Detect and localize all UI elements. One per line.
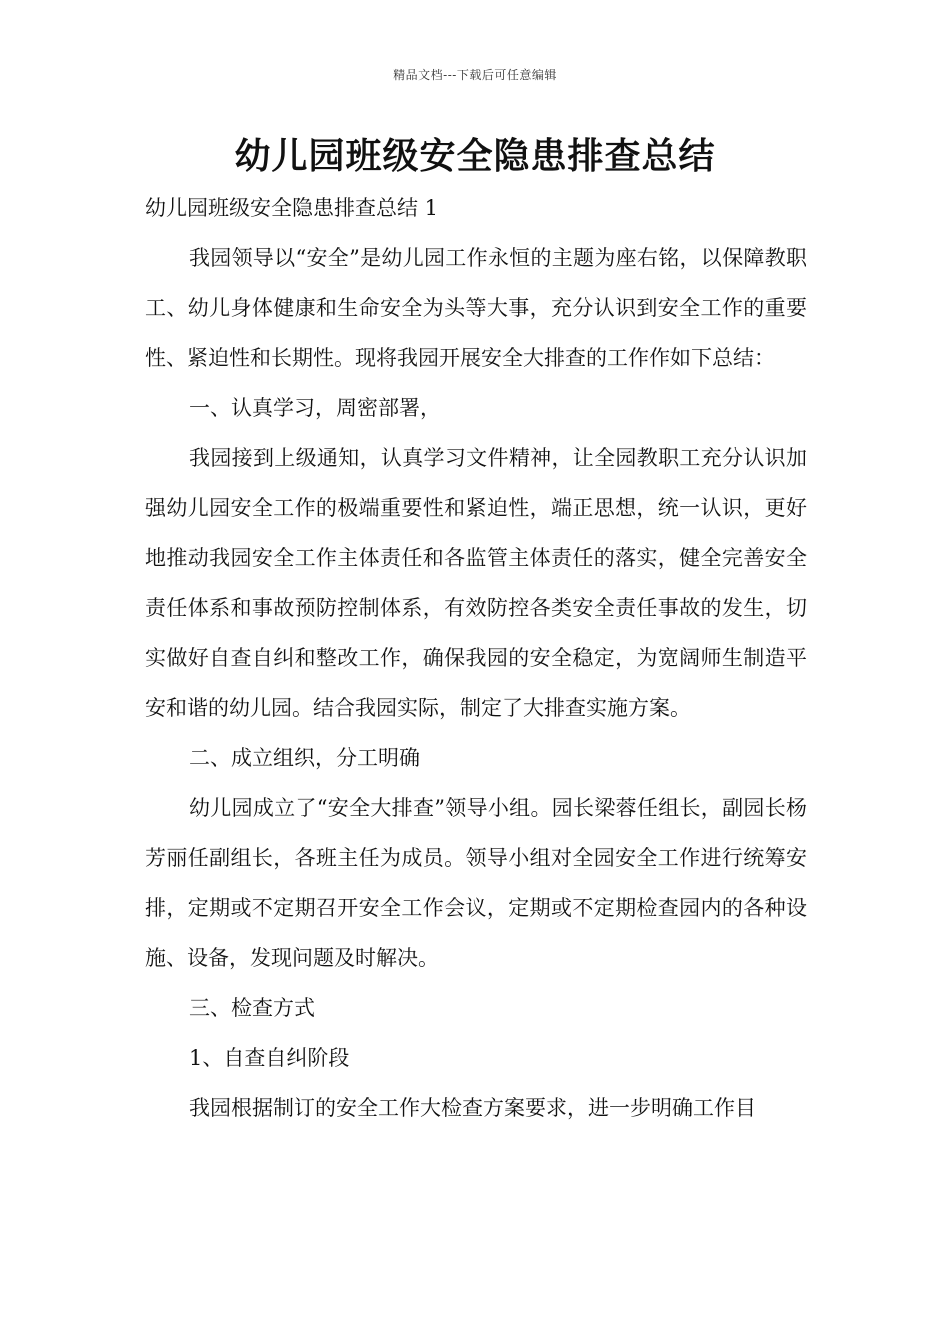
document-subtitle: 幼儿园班级安全隐患排查总结 1 — [145, 196, 439, 220]
heading-subsection-1: 1、自查自纠阶段 — [189, 1046, 350, 1070]
heading-section-1: 一、认真学习，周密部署， — [189, 396, 441, 420]
header-note: 精品文档---下载后可任意编辑 — [393, 68, 557, 82]
document-title: 幼儿园班级安全隐患排查总结 — [234, 136, 716, 177]
heading-section-2: 二、成立组织，分工明确 — [189, 746, 420, 770]
heading-section-3: 三、检查方式 — [189, 996, 315, 1020]
paragraph-subsection-1: 我园根据制订的安全工作大检查方案要求，进一步明确工作目 — [189, 1096, 756, 1120]
paragraph-section-2: 幼儿园成立了“安全大排查”领导小组。园长梁蓉任组长，副园长杨芳丽任副组长，各班主任为成员。领导小组对全园安全工作进行统筹安排，定期或不定期召开安全工作会议，定期或不定期检查园内的各种设施、设备，发现问题及时解决。 — [145, 796, 807, 970]
paragraph-section-1: 我园接到上级通知，认真学习文件精神，让全园教职工充分认识加强幼儿园安全工作的极端重要性和紧迫性，端正思想，统一认识，更好地推动我园安全工作主体责任和各监管主体责任的落实，健全完善安全责任体系和事故预防控制体系，有效防控各类安全责任事故的发生，切实做好自查自纠和整改工作，确保我园的安全稳定，为宽阔师生制造平安和谐的幼儿园。结合我园实际，制定了大排查实施方案。 — [145, 446, 807, 720]
document-body — [145, 183, 807, 1133]
paragraph-intro: 我园领导以“安全”是幼儿园工作永恒的主题为座右铭，以保障教职工、幼儿身体健康和生命安全为头等大事，充分认识到安全工作的重要性、紧迫性和长期性。现将我园开展安全大排查的工作作如下总结： — [145, 246, 807, 370]
